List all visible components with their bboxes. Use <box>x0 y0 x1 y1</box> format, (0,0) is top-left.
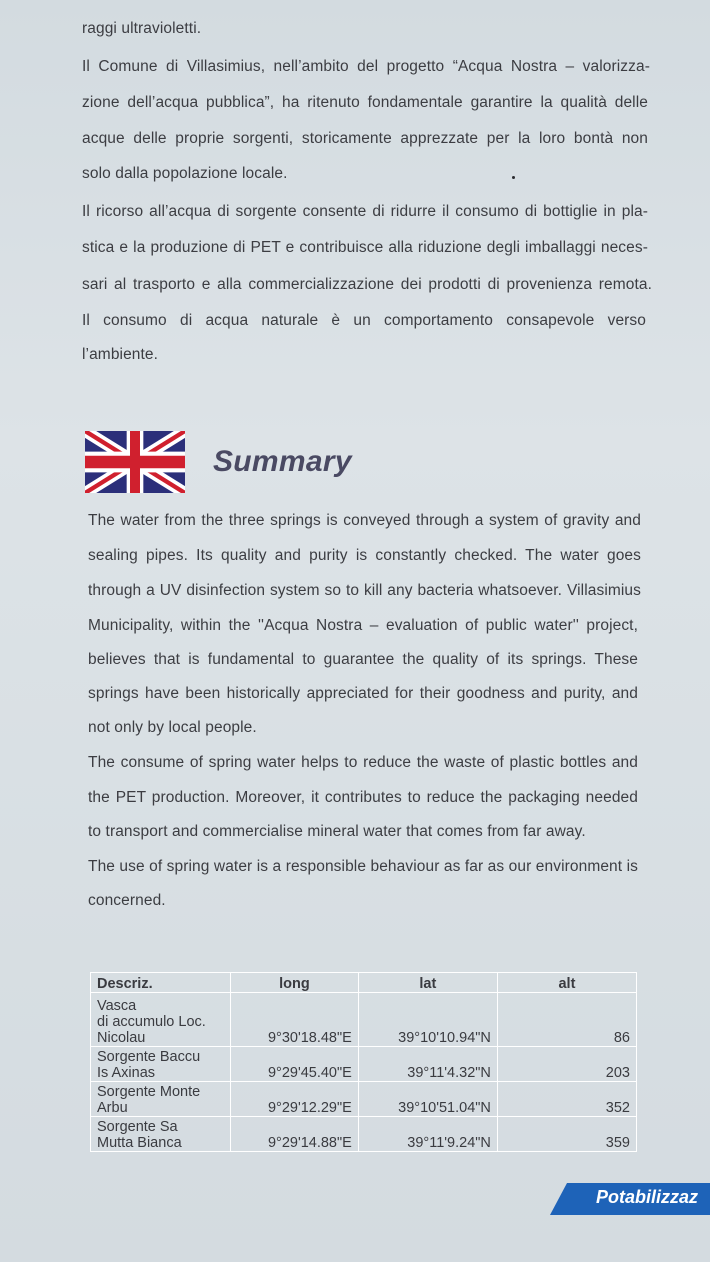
italian-line: stica e la produzione di PET e contribuisce alla riduzione degli imballaggi neces- <box>82 239 648 256</box>
spring-name-line: Arbu <box>97 1100 128 1116</box>
spring-name-line: Sorgente Sa <box>97 1119 178 1135</box>
italian-line: sari al trasporto e alla commercializzazione dei prodotti di provenienza remota. <box>82 276 652 293</box>
spring-name-cell <box>91 993 231 1047</box>
latitude-cell: 39°10'51.04"N <box>358 1082 497 1117</box>
italian-line: Il ricorso all’acqua di sorgente consente di ridurre il consumo di bottiglie in pla- <box>82 203 648 220</box>
summary-line: believes that is fundamental to guarantee the quality of its springs. These <box>88 651 638 668</box>
table-header-row <box>91 973 637 993</box>
altitude-cell: 86 <box>497 993 636 1047</box>
table-row <box>91 1047 637 1082</box>
column-header: alt <box>497 973 636 993</box>
latitude-cell: 39°10'10.94"N <box>358 993 497 1047</box>
column-header: long <box>231 973 359 993</box>
italian-line: zione dell’acqua pubblica”, ha ritenuto fondamentale garantire la qualità delle <box>82 94 648 111</box>
column-header: Descriz. <box>91 973 231 993</box>
altitude-cell: 203 <box>497 1047 636 1082</box>
altitude-cell: 352 <box>497 1082 636 1117</box>
spring-name-cell <box>91 1117 231 1152</box>
longitude-cell: 9°30'18.48"E <box>231 993 359 1047</box>
table-row <box>91 993 637 1047</box>
altitude-cell: 359 <box>497 1117 636 1152</box>
board-speck <box>512 176 515 179</box>
summary-line: to transport and commercialise mineral water that comes from far away. <box>88 823 586 840</box>
summary-line: sealing pipes. Its quality and purity is constantly checked. The water goes <box>88 547 641 564</box>
spring-name-cell <box>91 1082 231 1117</box>
spring-name-cell <box>91 1047 231 1082</box>
springs-table <box>90 972 637 1152</box>
summary-line: The water from the three springs is conveyed through a system of gravity and <box>88 512 641 529</box>
summary-line: the PET production. Moreover, it contributes to reduce the packaging needed <box>88 789 638 806</box>
italian-line: acque delle proprie sorgenti, storicamente apprezzate per la loro bontà non <box>82 130 648 147</box>
table-row <box>91 1082 637 1117</box>
summary-heading: Summary <box>213 445 352 478</box>
italian-line: raggi ultravioletti. <box>82 20 202 37</box>
summary-line: Municipality, within the ''Acqua Nostra – evaluation of public water'' project, <box>88 617 638 634</box>
longitude-cell: 9°29'12.29"E <box>231 1082 359 1117</box>
spring-name-line: Mutta Bianca <box>97 1135 182 1151</box>
longitude-cell: 9°29'14.88"E <box>231 1117 359 1152</box>
italian-line: solo dalla popolazione locale. <box>82 165 288 182</box>
table-row <box>91 1117 637 1152</box>
column-header: lat <box>358 973 497 993</box>
union-jack-flag-icon <box>85 431 185 493</box>
summary-line: The consume of spring water helps to reduce the waste of plastic bottles and <box>88 754 638 771</box>
italian-line: Il Comune di Villasimius, nell’ambito del progetto “Acqua Nostra – valorizza- <box>82 58 650 75</box>
summary-line: concerned. <box>88 892 166 909</box>
summary-line: springs have been historically appreciated for their goodness and purity, and <box>88 685 638 702</box>
spring-name-line: Sorgente Monte <box>97 1084 201 1100</box>
spring-name-line: Vasca <box>97 998 137 1014</box>
italian-line: l’ambiente. <box>82 346 159 363</box>
italian-line: Il consumo di acqua naturale è un comportamento consapevole verso <box>82 312 646 329</box>
spring-name-line: Nicolau <box>97 1030 146 1046</box>
spring-name-line: di accumulo Loc. <box>97 1014 206 1030</box>
spring-name-line: Sorgente Baccu <box>97 1049 201 1065</box>
latitude-cell: 39°11'9.24"N <box>358 1117 497 1152</box>
summary-line: The use of spring water is a responsible behaviour as far as our environment is <box>88 858 638 875</box>
spring-name-line: Is Axinas <box>97 1065 156 1081</box>
section-banner-label: Potabilizzaz <box>596 1187 699 1207</box>
longitude-cell: 9°29'45.40"E <box>231 1047 359 1082</box>
summary-line: through a UV disinfection system so to kill any bacteria whatsoever. Villasimius <box>88 582 641 599</box>
summary-line: not only by local people. <box>88 719 257 736</box>
latitude-cell: 39°11'4.32"N <box>358 1047 497 1082</box>
